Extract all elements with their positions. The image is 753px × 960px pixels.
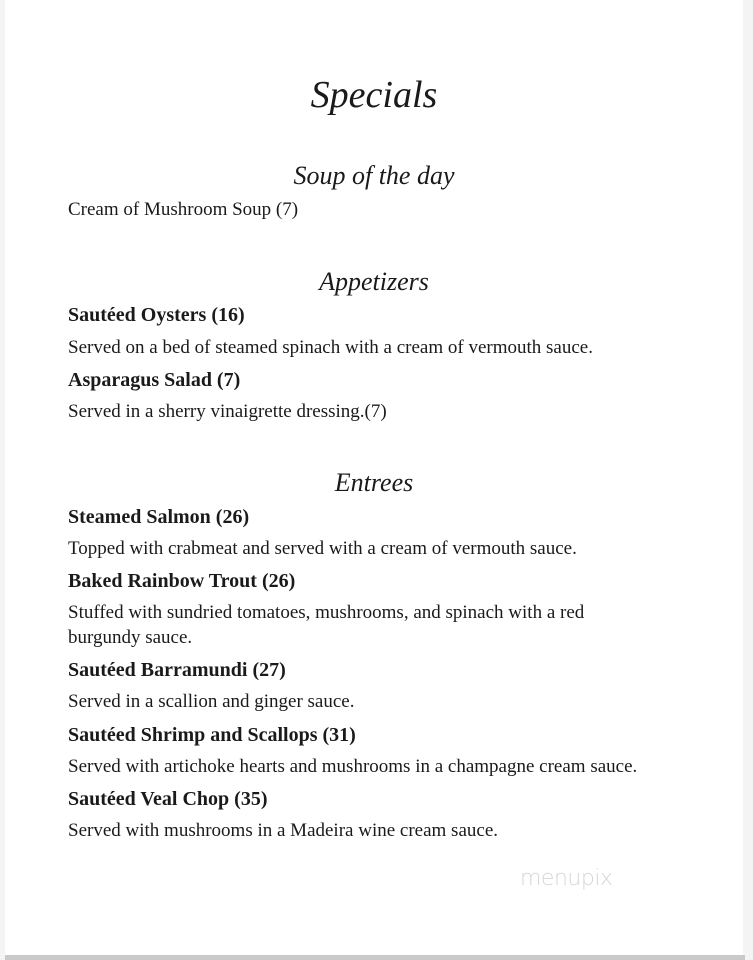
item-description: Served with artichoke hearts and mushrooms in a champagne cream sauce.	[68, 756, 638, 777]
item-name: Baked Rainbow Trout (26)	[68, 570, 296, 592]
item-description: Stuffed with sundried tomatoes, mushrooms, and spinach with a red	[68, 602, 585, 623]
watermark: menupix	[520, 866, 613, 891]
item-description: Cream of Mushroom Soup (7)	[68, 199, 299, 220]
page-bottom-edge	[5, 955, 745, 960]
menu-page	[5, 0, 743, 955]
section-heading-entrees: Entrees	[334, 468, 414, 497]
item-description: Served on a bed of steamed spinach with a cream of vermouth sauce.	[68, 337, 593, 358]
item-name: Sautéed Barramundi (27)	[68, 659, 286, 681]
item-name: Sautéed Shrimp and Scallops (31)	[68, 724, 356, 746]
item-description: Served in a sherry vinaigrette dressing.(7)	[68, 401, 387, 422]
item-name: Steamed Salmon (26)	[68, 506, 250, 528]
item-name: Asparagus Salad (7)	[68, 369, 241, 391]
section-heading-soup: Soup of the day	[293, 161, 455, 190]
item-description: Served in a scallion and ginger sauce.	[68, 691, 355, 712]
item-description-continued: burgundy sauce.	[68, 627, 193, 648]
section-heading-appetizers: Appetizers	[319, 267, 429, 296]
item-name: Sautéed Oysters (16)	[68, 304, 245, 326]
item-description: Served with mushrooms in a Madeira wine cream sauce.	[68, 820, 499, 841]
item-description: Topped with crabmeat and served with a cream of vermouth sauce.	[68, 538, 577, 559]
item-name: Sautéed Veal Chop (35)	[68, 788, 268, 810]
page-title: Specials	[310, 74, 438, 116]
